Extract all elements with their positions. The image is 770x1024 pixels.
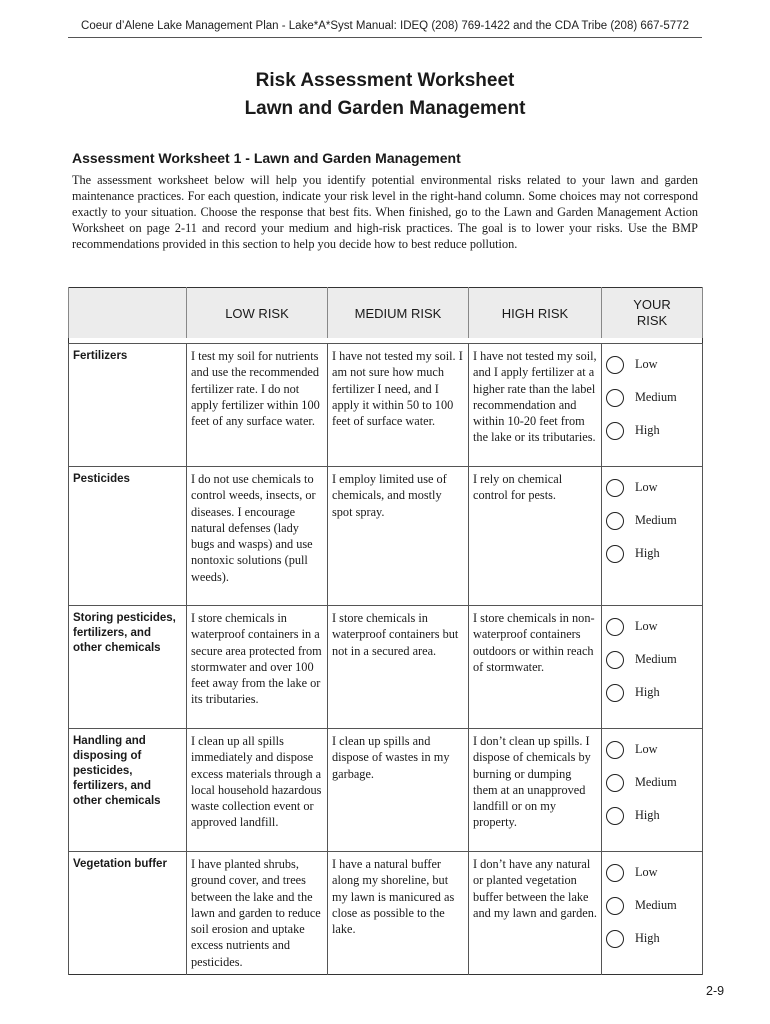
your-risk-header [602, 288, 703, 339]
risk-option-label: High [635, 685, 660, 700]
your-risk-header-line1: YOUR [633, 297, 671, 312]
risk-option-label: Low [635, 865, 658, 880]
your-risk-cell [602, 852, 703, 975]
risk-option-label: Low [635, 357, 658, 372]
risk-option-medium[interactable] [606, 504, 698, 537]
risk-option-label: Medium [635, 652, 677, 667]
row-category: Storing pesticides, fertilizers, and other chemicals [69, 606, 187, 729]
low-risk-cell: I store chemicals in waterproof containers in a secure area protected from stormwater and over 100 feet away from the lake or its tributaries. [187, 606, 328, 729]
section-title: Assessment Worksheet 1 - Lawn and Garden Management [72, 150, 461, 166]
row-category: Vegetation buffer [69, 852, 187, 975]
risk-option-label: Low [635, 619, 658, 634]
low-risk-cell: I have planted shrubs, ground cover, and trees between the lake and the lawn and garden to reduce soil erosion and uptake excess nutrients and pesticides. [187, 852, 328, 975]
intro-paragraph: The assessment worksheet below will help you identify potential environmental risks related to your lawn and garden maintenance practices. For each question, indicate your risk level in the right-hand column. Some choices may not correspond exactly to your situation. Choose the response that best fits. When finished, go to the Lawn and Garden Management Action Worksheet on page 2-11 and record your medium and high-risk practices. The goal is to lower your risks. Use the BMP recommendations provided in this section to help you decide how to best reduce pollution. [72, 173, 698, 251]
table-row [69, 344, 703, 467]
table-header-row [69, 288, 703, 339]
risk-option-label: Medium [635, 898, 677, 913]
row-category: Fertilizers [69, 344, 187, 467]
risk-option-label: Low [635, 480, 658, 495]
risk-option-medium[interactable] [606, 766, 698, 799]
high-risk-header: HIGH RISK [469, 288, 602, 339]
radio-circle-icon[interactable] [606, 512, 624, 530]
medium-risk-cell: I have a natural buffer along my shoreline, but my lawn is manicured as close as possible to the lake. [328, 852, 469, 975]
medium-risk-cell: I store chemicals in waterproof containers but not in a secured area. [328, 606, 469, 729]
medium-risk-header: MEDIUM RISK [328, 288, 469, 339]
low-risk-cell: I clean up all spills immediately and dispose excess materials through a local household hazardous waste collection event or approved landfill. [187, 729, 328, 852]
radio-circle-icon[interactable] [606, 930, 624, 948]
risk-option-low[interactable] [606, 856, 698, 889]
risk-option-label: Low [635, 742, 658, 757]
risk-option-high[interactable] [606, 676, 698, 709]
medium-risk-cell: I have not tested my soil. I am not sure how much fertilizer I need, and I apply it within 50 to 100 feet of surface water. [328, 344, 469, 467]
high-risk-cell: I don’t clean up spills. I dispose of chemicals by burning or dumping them at an unapproved landfill or on my property. [469, 729, 602, 852]
category-column-header [69, 288, 187, 339]
risk-option-label: High [635, 808, 660, 823]
radio-circle-icon[interactable] [606, 741, 624, 759]
table-row [69, 729, 703, 852]
radio-circle-icon[interactable] [606, 356, 624, 374]
low-risk-cell: I test my soil for nutrients and use the recommended fertilizer rate. I do not apply fertilizer within 100 feet of any surface water. [187, 344, 328, 467]
risk-option-low[interactable] [606, 733, 698, 766]
risk-option-low[interactable] [606, 610, 698, 643]
your-risk-cell [602, 344, 703, 467]
radio-circle-icon[interactable] [606, 807, 624, 825]
radio-circle-icon[interactable] [606, 618, 624, 636]
high-risk-cell: I don’t have any natural or planted vegetation buffer between the lake and my lawn and garden. [469, 852, 602, 975]
radio-circle-icon[interactable] [606, 479, 624, 497]
page-title: Risk Assessment Worksheet [255, 70, 515, 91]
row-category: Pesticides [69, 467, 187, 606]
risk-option-label: Medium [635, 775, 677, 790]
risk-option-high[interactable] [606, 922, 698, 955]
risk-option-label: High [635, 546, 660, 561]
radio-circle-icon[interactable] [606, 389, 624, 407]
row-category: Handling and disposing of pesticides, fertilizers, and other chemicals [69, 729, 187, 852]
risk-option-label: High [635, 423, 660, 438]
radio-circle-icon[interactable] [606, 774, 624, 792]
risk-option-label: Medium [635, 390, 677, 405]
high-risk-cell: I store chemicals in non-waterproof containers outdoors or within reach of stormwater. [469, 606, 602, 729]
risk-option-label: High [635, 931, 660, 946]
your-risk-cell [602, 606, 703, 729]
page-header: Coeur d’Alene Lake Management Plan - Lake*A*Syst Manual: IDEQ (208) 769-1422 and the CDA Tribe (208) 667-5772 [68, 20, 702, 38]
radio-circle-icon[interactable] [606, 864, 624, 882]
your-risk-header-line2: RISK [636, 313, 668, 328]
radio-circle-icon[interactable] [606, 897, 624, 915]
medium-risk-cell: I clean up spills and dispose of wastes in my garbage. [328, 729, 469, 852]
low-risk-header: LOW RISK [187, 288, 328, 339]
risk-option-high[interactable] [606, 414, 698, 447]
medium-risk-cell: I employ limited use of chemicals, and mostly spot spray. [328, 467, 469, 606]
risk-option-medium[interactable] [606, 381, 698, 414]
table-row [69, 606, 703, 729]
your-risk-cell [602, 729, 703, 852]
table-row [69, 467, 703, 606]
risk-worksheet-table [68, 287, 703, 975]
radio-circle-icon[interactable] [606, 545, 624, 563]
risk-option-medium[interactable] [606, 643, 698, 676]
radio-circle-icon[interactable] [606, 651, 624, 669]
risk-option-medium[interactable] [606, 889, 698, 922]
risk-option-high[interactable] [606, 537, 698, 570]
low-risk-cell: I do not use chemicals to control weeds, insects, or diseases. I encourage natural defenses (lady bugs and wasps) and use nontoxic solutions (pull weeds). [187, 467, 328, 606]
table-row [69, 852, 703, 975]
radio-circle-icon[interactable] [606, 684, 624, 702]
high-risk-cell: I have not tested my soil, and I apply fertilizer at a higher rate than the label recommendation and within 10-20 feet from the lake or its tributaries. [469, 344, 602, 467]
risk-option-label: Medium [635, 513, 677, 528]
radio-circle-icon[interactable] [606, 422, 624, 440]
risk-option-low[interactable] [606, 348, 698, 381]
risk-option-high[interactable] [606, 799, 698, 832]
your-risk-cell [602, 467, 703, 606]
page-number: 2-9 [706, 984, 725, 998]
risk-option-low[interactable] [606, 471, 698, 504]
high-risk-cell: I rely on chemical control for pests. [469, 467, 602, 606]
page-subtitle: Lawn and Garden Management [244, 98, 526, 119]
